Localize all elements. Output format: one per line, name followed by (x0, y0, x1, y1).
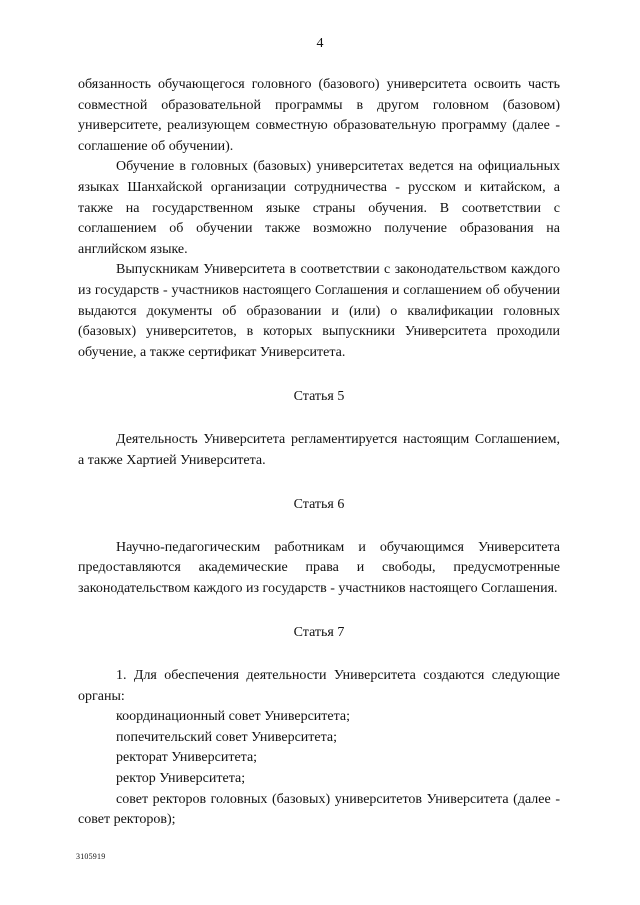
article-5-text: Деятельность Университета регламентируется настоящим Соглашением, а также Хартией Университета. (78, 431, 560, 468)
article-7-heading: Статья 7 (293, 625, 345, 641)
list-item: ректорат Университета; (116, 750, 258, 766)
list-item: попечительский совет Университета; (116, 729, 337, 745)
article-7-intro: 1. Для обеспечения деятельности Университета создаются следующие органы: (78, 668, 560, 704)
list-item: координационный совет Университета; (116, 709, 351, 725)
article-6-text: Научно-педагогическим работникам и обучающимся Университета предоставляются академические права и свободы, предусмотренные законодательством каждого из государств - участников настоящего Соглашения. (78, 539, 560, 596)
document-body (78, 75, 560, 831)
list-item: ректор Университета; (116, 771, 246, 787)
paragraph-continuation: обязанность обучающегося головного (базового) университета освоить часть совместной образовательной программы в другом головном (базовом) университете, реализующем совместную образовательную программу (далее - соглашение об обучении). (78, 77, 560, 154)
page-number: 4 (316, 36, 324, 51)
paragraph-graduates: Выпускникам Университета в соответствии с законодательством каждого из государств - участников настоящего Соглашения и соглашением об обучении выдаются документы об образовании и (или) о квалификации головных (базовых) университетов, в которых выпускники Университета проходили обучение, а также сертификат Университета. (78, 262, 560, 360)
paragraph-languages: Обучение в головных (базовых) университетах ведется на официальных языках Шанхайской организации сотрудничества - русском и китайском, а также на государственном языке страны обучения. В соответствии с соглашением об обучении также возможно получение образования на английском языке. (78, 159, 560, 257)
article-6-heading: Статья 6 (293, 497, 345, 513)
document-code: 3105919 (76, 852, 106, 861)
article-5-heading: Статья 5 (293, 389, 345, 405)
list-item: совет ректоров головных (базовых) университетов Университета (далее - совет ректоров); (78, 791, 560, 828)
